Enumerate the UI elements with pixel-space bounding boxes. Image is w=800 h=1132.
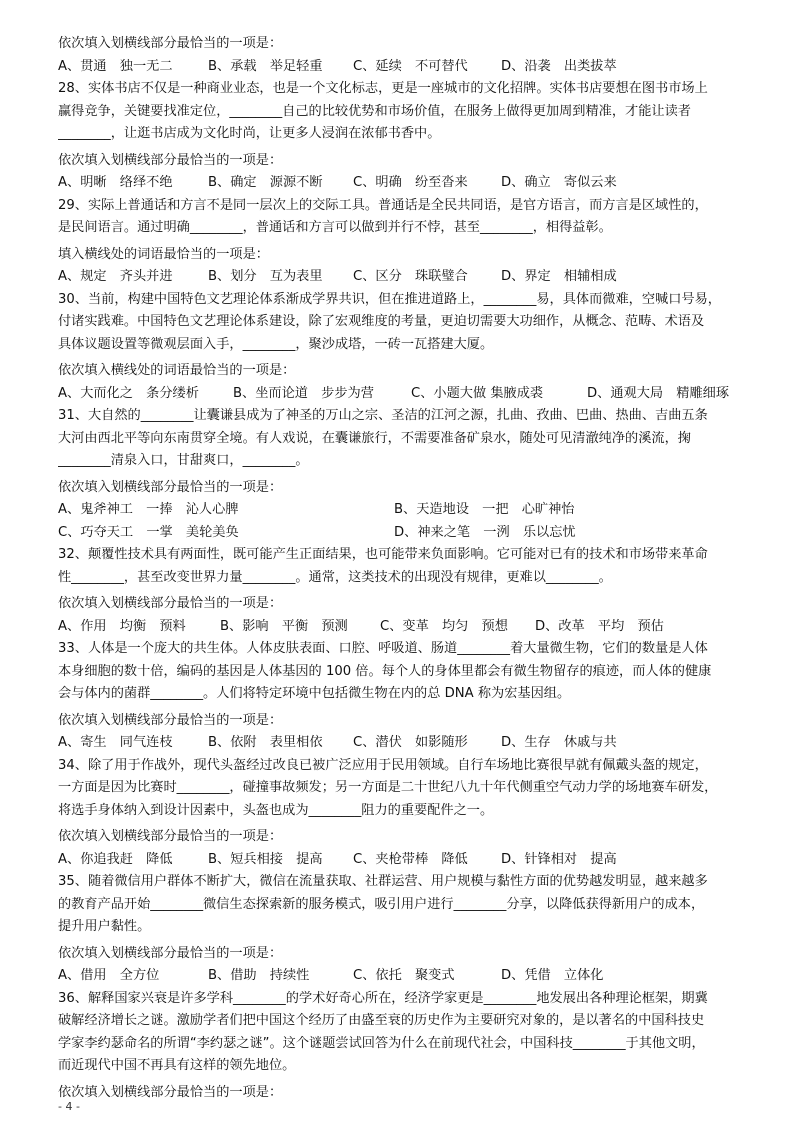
option-row <box>58 266 776 289</box>
option-d[interactable]: D、通观大局 精雕细琢 <box>587 385 730 401</box>
option-c[interactable]: C、潜伏 如影随形 <box>353 735 468 750</box>
option-c[interactable]: C、依托 聚变式 <box>353 968 455 983</box>
option-d[interactable]: D、针锋相对 提高 <box>501 851 617 867</box>
option-d[interactable]: D、界定 相辅相成 <box>501 269 617 284</box>
question-text: 赢得竞争，关键要找准定位，________自己的比较优势和市场价值，在服务上做得更加周到精准，才能让读者 <box>58 103 691 119</box>
option-a[interactable]: A、作用 均衡 预料 <box>58 618 186 634</box>
option-a[interactable]: A、贯通 独一无二 <box>58 58 173 74</box>
option-d[interactable]: D、神来之笔 一洌 乐以忘忧 <box>394 524 576 540</box>
option-row <box>58 383 776 406</box>
option-row <box>58 522 776 545</box>
question-text: 33、人体是一个庞大的共生体。人体皮肤表面、口腔、呼吸道、肠道________着大量微生物，它们的数量是人体 <box>58 641 708 656</box>
option-b[interactable]: B、影响 平衡 预测 <box>220 618 348 634</box>
option-c[interactable]: C、明确 纷至沓来 <box>353 175 468 190</box>
question-text: 具体议题设置等微观层面入手，________，聚沙成塔，一砖一瓦搭建大厦。 <box>58 336 494 352</box>
option-c[interactable]: C、夹枪带棒 降低 <box>353 851 468 867</box>
option-d[interactable]: D、凭借 立体化 <box>501 968 604 983</box>
option-b[interactable]: B、承载 举足轻重 <box>208 58 323 74</box>
option-a[interactable]: A、寄生 同气连枝 <box>58 735 173 750</box>
question-prompt: 依次填入划横线部分最恰当的一项是： <box>58 596 283 611</box>
option-b[interactable]: B、借助 持续性 <box>208 968 310 983</box>
question-text: 34、除了用于作战外，现代头盔经过改良已被广泛应用于民用领域。自行车场地比赛很早就有佩戴头盔的规定， <box>58 757 708 773</box>
question-text: 30、当前，构建中国特色文艺理论体系渐成学界共识，但在推进道路上，________易，具体而微难，空喊口号易， <box>58 291 721 307</box>
question-text: 35、随着微信用户群体不断扩大，微信在流量获取、社群运营、用户规模与黏性方面的优势越发明显，越来越多 <box>58 874 708 889</box>
option-c[interactable]: C、巧夺天工 一掌 美轮美奂 <box>58 524 239 540</box>
option-row <box>58 499 776 522</box>
question-text: 本身细胞的数十倍，编码的基因是人体基因的 100 倍。每个人的身体里都会有微生物留存的痕迹，而人体的健康 <box>58 663 712 679</box>
page-content <box>58 33 776 1104</box>
option-b[interactable]: B、天造地设 一把 心旷神怡 <box>394 502 575 517</box>
question-text: 大河由西北平等向东南贯穿全境。有人戏说，在囊谦旅行，不需要准备矿泉水，随处可见清澈纯净的溪流，掬 <box>58 430 691 446</box>
question-prompt: 依次填入划横线部分最恰当的一项是： <box>58 36 283 51</box>
question-prompt: 依次填入横线处的词语最恰当的一项是： <box>58 363 296 378</box>
question-text: 学家李约瑟命名的所谓“李约瑟之谜”。这个谜题尝试回答为什么在前现代社会，中国科技________于其他文明， <box>58 1035 705 1051</box>
option-a[interactable]: A、你追我赶 降低 <box>58 851 173 867</box>
page-number: - 4 - <box>58 1100 80 1113</box>
question-text: 破解经济增长之谜。激励学者们把中国这个经历了由盛至衰的历史作为主要研究对象的，是以著名的中国科技史 <box>58 1013 705 1028</box>
question-text: ________清泉入口，甘甜爽口，________。 <box>58 453 309 468</box>
option-b[interactable]: B、划分 互为表里 <box>208 269 323 284</box>
question-text: 是民间语言。通过明确________，普通话和方言可以做到并行不悖，甚至________，相得益彰。 <box>58 220 612 235</box>
question-text: 一方面是因为比赛时________，碰撞事故频发；另一方面是二十世纪八九十年代侧重空气动力学的场地赛车研发， <box>58 780 718 795</box>
option-a[interactable]: A、鬼斧神工 一捧 沁人心脾 <box>58 502 239 517</box>
question-text: 付诸实践难。中国特色文艺理论体系建设，除了宏观维度的考量，更迫切需要大功细作，从概念、范畴、术语及 <box>58 314 705 329</box>
question-text: 的教育产品开始________微信生态探索新的服务模式，吸引用户进行________分享，以降低获得新用户的成本， <box>58 896 705 912</box>
question-text: 而近现代中国不再具有这样的领先地位。 <box>58 1058 296 1073</box>
question-prompt: 填入横线处的词语最恰当的一项是： <box>58 246 269 262</box>
option-d[interactable]: D、改革 平均 预估 <box>535 618 664 634</box>
question-text: 将选手身体纳入到设计因素中，头盔也成为________阻力的重要配件之一。 <box>58 802 494 818</box>
question-text: 29、实际上普通话和方言不是同一层次上的交际工具。普通话是全民共同语，是官方语言，而方言是区域性的， <box>58 197 708 213</box>
option-a[interactable]: A、借用 全方位 <box>58 968 160 983</box>
question-text: 提升用户黏性。 <box>58 919 151 934</box>
question-text: 性________，甚至改变世界力量________。通常，这类技术的出现没有规律，更难以________。 <box>58 569 612 585</box>
question-text: 会与体内的菌群________。人们将特定环境中包括微生物在内的总 DNA 称为宏基因组。 <box>58 686 571 701</box>
option-b[interactable]: B、短兵相接 提高 <box>208 851 323 867</box>
question-prompt: 依次填入划横线部分最恰当的一项是： <box>58 152 283 168</box>
option-a[interactable]: A、规定 齐头并进 <box>58 269 173 284</box>
question-prompt: 依次填入划横线部分最恰当的一项是： <box>58 479 283 495</box>
question-prompt: 依次填入划横线部分最恰当的一项是： <box>58 712 283 728</box>
question-text: 31、大自然的________让囊谦县成为了神圣的万山之宗、圣洁的江河之源，扎曲、孜曲、巴曲、热曲、吉曲五条 <box>58 408 708 423</box>
option-row <box>58 172 776 195</box>
option-b[interactable]: B、坐而论道 步步为营 <box>233 385 374 401</box>
option-row <box>58 616 776 639</box>
question-text: 32、颠覆性技术具有两面性，既可能产生正面结果，也可能带来负面影响。它可能对已有的技术和市场带来革命 <box>58 547 708 562</box>
option-d[interactable]: D、沿袭 出类拔萃 <box>501 58 617 74</box>
option-row <box>58 56 776 79</box>
question-prompt: 依次填入划横线部分最恰当的一项是： <box>58 829 283 844</box>
option-a[interactable]: A、大而化之 条分缕析 <box>58 385 199 401</box>
option-b[interactable]: B、依附 表里相依 <box>208 735 323 750</box>
question-text: ________，让逛书店成为文化时尚，让更多人浸润在浓郁书香中。 <box>58 126 441 141</box>
option-b[interactable]: B、确定 源源不断 <box>208 175 323 190</box>
option-c[interactable]: C、变革 均匀 预想 <box>380 618 508 634</box>
question-prompt: 依次填入划横线部分最恰当的一项是： <box>58 1084 283 1100</box>
question-text: 28、实体书店不仅是一种商业业态，也是一个文化标志，更是一座城市的文化招牌。实体书店要想在图书市场上 <box>58 81 708 96</box>
option-d[interactable]: D、确立 寄似云来 <box>501 175 617 190</box>
option-a[interactable]: A、明晰 络绎不绝 <box>58 175 173 190</box>
option-row <box>58 732 776 755</box>
option-c[interactable]: C、区分 珠联璧合 <box>353 269 468 284</box>
option-c[interactable]: C、小题大做 集腋成裘 <box>411 385 544 401</box>
question-prompt: 依次填入划横线部分最恰当的一项是： <box>58 945 283 961</box>
option-row <box>58 849 776 872</box>
option-c[interactable]: C、延续 不可替代 <box>353 58 468 74</box>
question-text: 36、解释国家兴衰是许多学科________的学术好奇心所在，经济学家更是________地发展出各种理论框架，期冀 <box>58 990 708 1006</box>
option-d[interactable]: D、生存 休戚与共 <box>501 735 617 750</box>
option-row <box>58 965 776 988</box>
